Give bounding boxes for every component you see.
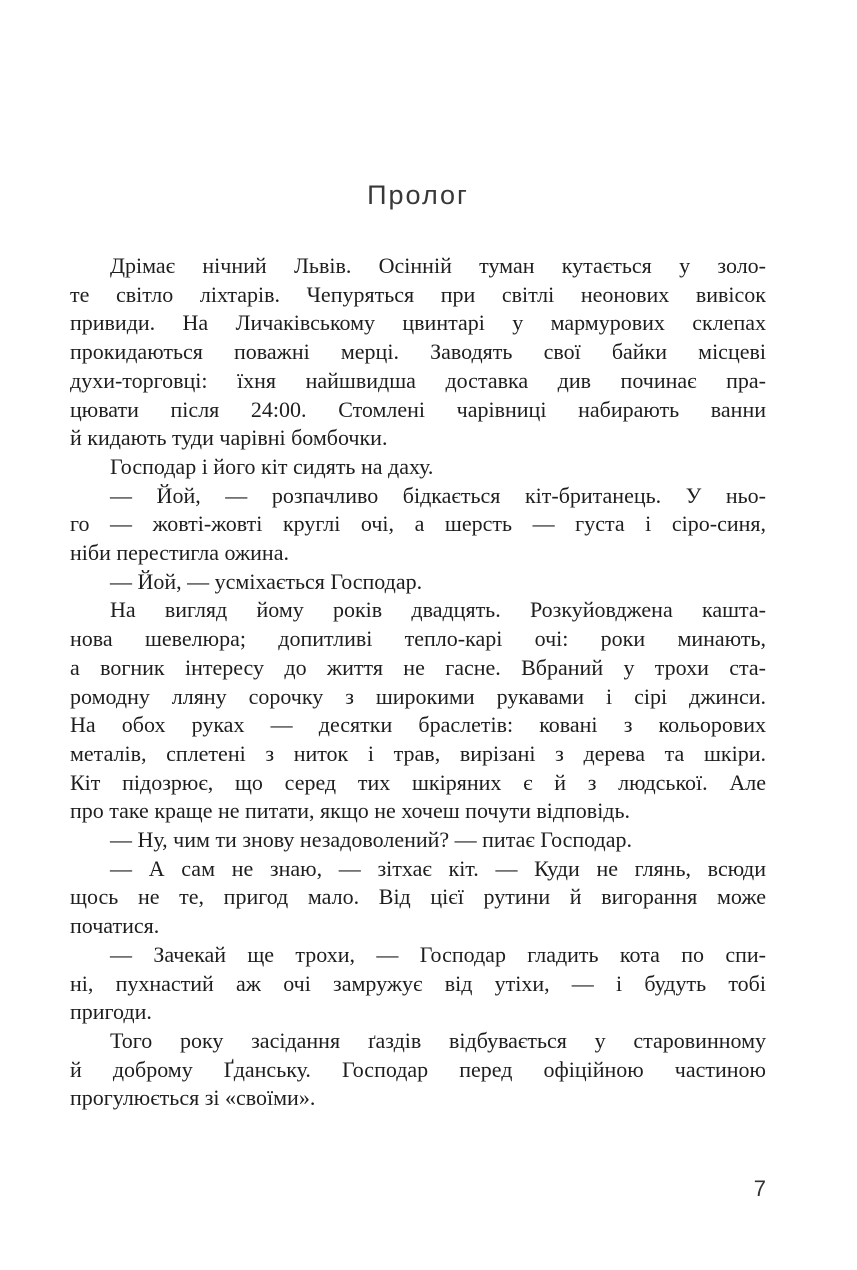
paragraph [70, 1027, 766, 1113]
text-line: На вигляд йому років двадцять. Розкуйовджена кашта- [110, 597, 766, 623]
text-line: ромодну лляну сорочку з широкими рукавами і сірі джинси. [70, 683, 766, 709]
page-number: 7 [753, 1176, 766, 1201]
paragraph [70, 855, 766, 941]
paragraph [70, 826, 766, 855]
paragraph [70, 568, 766, 597]
paragraph [70, 596, 766, 826]
text-line: про таке краще не питати, якщо не хочеш почути відповідь. [70, 798, 631, 824]
text-line: — Ну, чим ти знову незадоволений? — питає Господар. [110, 827, 632, 853]
text-line: й доброму Ґданську. Господар перед офіційною частиною [70, 1056, 766, 1082]
text-line: — Йой, — усміхається Господар. [110, 568, 423, 594]
text-line: Господар і його кіт сидять на даху. [110, 453, 434, 479]
text-line: а вогник інтересу до життя не гасне. Вбраний у трохи ста- [70, 654, 766, 680]
text-line: Того року засідання ґаздів відбувається у старовинному [110, 1027, 766, 1053]
text-line: те світло ліхтарів. Чепуряться при світлі неонових вивісок [70, 281, 766, 307]
text-line: — Зачекай ще трохи, — Господар гладить кота по спи- [110, 941, 766, 967]
text-line: — А сам не знаю, — зітхає кіт. — Куди не глянь, всюди [110, 855, 766, 881]
text-line: нова шевелюра; допитливі тепло-карі очі: роки минають, [70, 626, 766, 652]
text-line: ніби перестигла ожина. [70, 540, 289, 566]
chapter-title: Пролог [367, 180, 469, 210]
text-line: ні, пухнастий аж очі замружує від утіхи, — і будуть тобі [70, 970, 766, 996]
text-line: го — жовті-жовті круглі очі, а шерсть — густа і сіро-синя, [70, 511, 766, 537]
text-line: цювати після 24:00. Стомлені чарівниці набирають ванни [70, 396, 766, 422]
text-line: прокидаються поважні мерці. Заводять свої байки місцеві [70, 339, 766, 365]
text-line: привиди. На Личаківському цвинтарі у мармурових склепах [70, 310, 766, 336]
text-line: металів, сплетені з ниток і трав, вирізані з дерева та шкіри. [70, 740, 766, 766]
paragraph [70, 941, 766, 1027]
paragraph [70, 252, 766, 453]
text-line: На обох руках — десятки браслетів: ковані з кольорових [70, 712, 766, 738]
text-line: прогулюється зі «своїми». [70, 1085, 316, 1111]
text-line: початися. [70, 913, 160, 939]
text-line: пригоди. [70, 999, 152, 1025]
text-line: духи-торговці: їхня найшвидша доставка див починає пра- [70, 367, 766, 393]
text-line: Дрімає нічний Львів. Осінній туман кутається у золо- [110, 253, 766, 278]
text-line: — Йой, — розпачливо бідкається кіт-британець. У ньо- [110, 482, 766, 508]
paragraph [70, 453, 766, 482]
text-line: й кидають туди чарівні бомбочки. [70, 425, 388, 451]
paragraph [70, 482, 766, 568]
text-line: Кіт підозрює, що серед тих шкіряних є й з людської. Але [70, 769, 766, 795]
body-text [70, 252, 766, 1113]
text-line: щось не те, пригод мало. Від цієї рутини й вигорання може [70, 884, 766, 910]
